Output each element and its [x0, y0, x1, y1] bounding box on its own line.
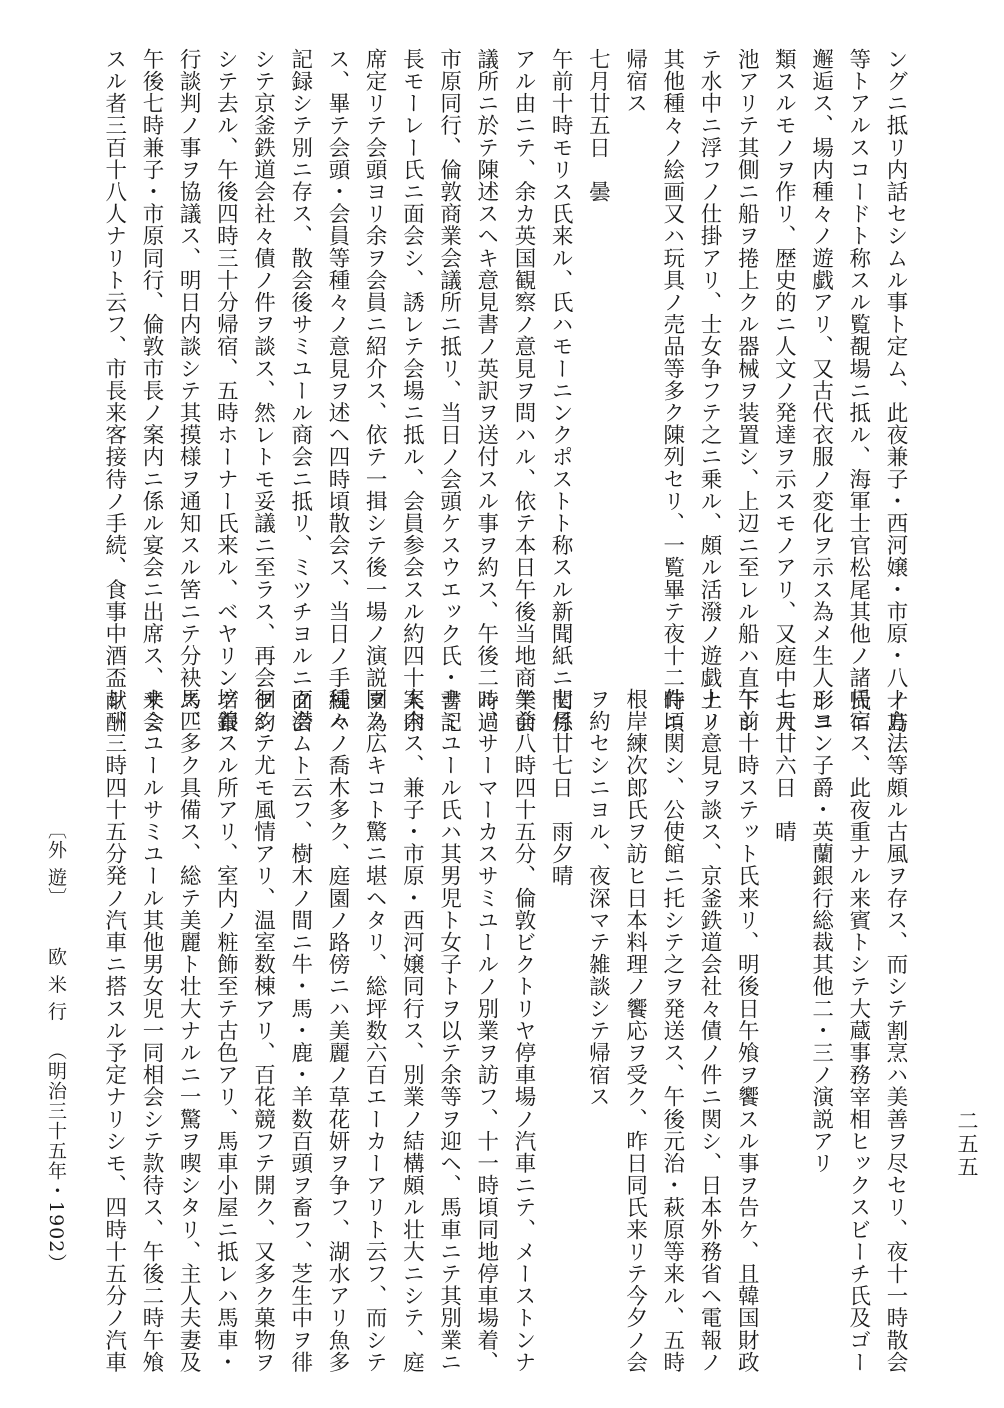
text-line: 午前十時ステット氏来リ、明後日午飧ヲ饗スル事ヲ告ケ、且韓国財政: [734, 688, 760, 1374]
text-line: 池アリテ其側ニ船ヲ捲上クル器械ヲ装置シ、上辺ニ至レル船ハ直下シ: [734, 48, 760, 734]
text-line: ノ方法等頗ル古風ヲ存ス、而シテ割烹ハ美善ヲ尽セリ、夜十一時散会: [883, 688, 908, 1374]
text-line: 長モーレー氏ニ面会シ、誘レテ会場ニ抵ル、会員参会スル約四十人余: [399, 48, 425, 734]
text-line: 等トアルスコードト称スル覧覩場ニ抵ル、海軍士官松尾其他ノ諸氏ニ: [845, 48, 871, 734]
header-section: 〔外 遊〕: [45, 820, 67, 908]
text-line: シ、三時四十五分発ノ汽車ニ搭スル予定ナリシモ、四時十五分ノ汽車: [101, 688, 127, 1374]
text-line: 午前八時四十五分、倫敦ビクトリヤ停車場ノ汽車ニテ、メーストンナ: [510, 688, 536, 1374]
text-line: ヲ約セシニヨル、夜深マテ雑談シテ帰宿ス: [585, 688, 611, 1108]
text-line: 徊シテ尤モ風情アリ、温室数棟アリ、百花競フテ開ク、又多ク菓物ヲ: [250, 688, 276, 1374]
text-line: 席定リテ会頭ヨリ余ヲ会員ニ紹介ス、依テ一揖シテ後一場ノ演説ヲ為: [362, 48, 388, 734]
text-line: 七月廿七日 雨夕晴: [548, 688, 574, 887]
text-line: シテ京釜鉄道会社々債ノ件ヲ談ス、然レトモ妥議ニ至ラス、再会ヲ約: [250, 48, 276, 734]
text-line: 七月廿五日 曇: [585, 48, 611, 203]
text-line: 邂逅ス、場内種々ノ遊戯アリ、又古代衣服ノ変化ヲ示ス為メ生人形ニ: [808, 48, 834, 734]
text-line: 種々ノ喬木多ク、庭園ノ路傍ニハ美麗ノ草花妍ヲ争フ、湖水アリ魚多: [324, 688, 350, 1374]
text-line: 議所ニ於テ陳述スヘキ意見書ノ英訳ヲ送付スル事ヲ約ス、午後二時過: [473, 48, 499, 734]
text-line: シテ去ル、午後四時三十分帰宿、五時ホーナー氏来ル、ベヤリング銀: [213, 48, 239, 734]
text-line: 案内ス、兼子・市原・西河嬢同行ス、別業ノ結構頗ル壮大ニシテ、庭: [399, 688, 425, 1374]
text-line: 七月廿六日 晴: [771, 688, 797, 843]
text-line: ングニ抵リ内話セシムル事ト定ム、此夜兼子・西河嬢・市原・八十島: [883, 48, 908, 734]
text-line: テ水中ニ浮フノ仕掛アリ、士女争フテ之ニ乗ル、頗ル活潑ノ遊戯ナリ: [696, 48, 722, 734]
text-line: 帰宿ス、此夜重ナル来賓トシテ大蔵事務宰相ヒックスビーチ氏及ゴー: [845, 688, 871, 1374]
lower-text-block: [94, 688, 914, 1374]
text-line: サミユールサミユール其他男女児一同相会シテ款待ス、午後二時午飧: [138, 688, 164, 1374]
text-line: 其他種々ノ絵画又ハ玩具ノ売品等多ク陳列セリ、一覧畢テ夜十二時頃: [659, 48, 685, 734]
text-line: 市原同行、倫敦商業会議所ニ抵リ、当日ノ会頭ケスウエック氏・書記: [436, 48, 462, 734]
upper-text-block: [94, 48, 914, 734]
text-line: 件ニ関シ、公使館ニ托シテ之ヲ発送ス、午後元治・萩原等来ル、五時: [659, 688, 685, 1374]
text-line: 培養スル所アリ、室内ノ粧飾至テ古色アリ、馬車小屋ニ抵レハ馬車・: [213, 688, 239, 1374]
text-line: ク潜ムト云フ、樹木ノ間ニ牛・馬・鹿・羊数百頭ヲ畜フ、芝生中ヲ徘: [287, 688, 313, 1374]
text-line: 記録シテ別ニ存ス、散会後サミユール商会ニ抵リ、ミツチヨルニ面会: [287, 48, 313, 734]
text-line: 上ノ意見ヲ談ス、京釜鉄道会社々債ノ件ニ関シ、日本外務省ヘ電報ノ: [696, 688, 722, 1374]
text-line: サミユール氏ハ其男児ト女子トヲ以テ余等ヲ迎ヘ、馬車ニテ其別業ニ: [436, 688, 462, 1374]
header-book: 欧 米 行: [45, 947, 67, 1022]
running-header: [30, 820, 70, 1320]
text-line: シヨン子爵・英蘭銀行総裁其他二・三ノ演説アリ: [808, 688, 834, 1175]
text-line: 根岸練次郎氏ヲ訪ヒ日本料理ノ饗応ヲ受ク、昨日同氏来リテ今夕ノ会: [622, 688, 648, 1374]
text-line: 帰宿ス: [622, 48, 648, 115]
text-line: ル、サーマーカスサミユールノ別業ヲ訪フ、十一時頃同地停車場着、: [473, 688, 499, 1374]
page-number: 二五五: [955, 1110, 979, 1179]
text-line: 馬匹多ク具備ス、総テ美麗ト壮大ナルニ一驚ヲ喫シタリ、主人夫妻及: [176, 688, 202, 1374]
text-line: 午前十時モリス氏来ル、氏ハモーニンクポストト称スル新聞紙ニ関係: [548, 48, 574, 734]
header-era: （明治三十五年・1902）: [45, 1041, 67, 1274]
text-line: スル者三百十八人ナリト云フ、市長来客接待ノ手続、食事中酒盃献酬: [101, 48, 127, 734]
text-line: 午後七時兼子・市原同行、倫敦市長ノ案内ニ係ル宴会ニ出席ス、来会: [138, 48, 164, 734]
text-line: 行談判ノ事ヲ協議ス、明日内談シテ其摸様ヲ通知スル筈ニテ分袂ス、: [176, 48, 202, 734]
text-line: ス、畢テ会頭・会員等種々ノ意見ヲ述ヘ四時頃散会ス、当日ノ手続ハ: [324, 48, 350, 734]
text-line: アル由ニテ、余カ英国観察ノ意見ヲ問ハル、依テ本日午後当地商業会: [510, 48, 536, 734]
text-line: 類スルモノヲ作リ、歴史的ニ人文ノ発達ヲ示スモノアリ、又庭中ニ大: [771, 48, 797, 734]
text-line: 園ノ広キコト驚ニ堪ヘタリ、総坪数六百エーカーアリト云フ、而シテ: [362, 688, 388, 1374]
